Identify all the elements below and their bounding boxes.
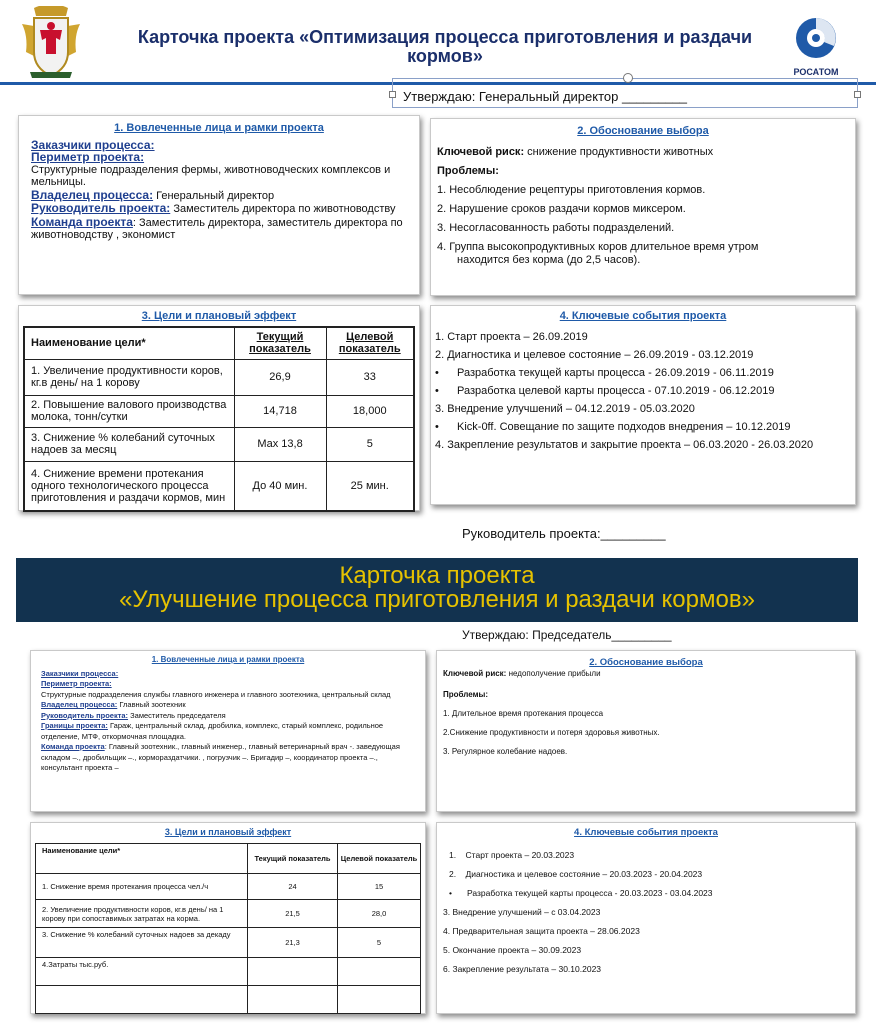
event-item: 1. Старт проекта – 20.03.2023: [449, 850, 575, 860]
perimeter-label: Периметр проекта:: [41, 679, 112, 688]
goal-cell: 2. Увеличение продуктивности коров, кг.в день/ на 1 корову при сопоставимых затратах на корма.: [36, 900, 248, 928]
current-cell: [248, 958, 338, 986]
goal-cell: [36, 986, 248, 1014]
table-header-goal: Наименование цели*: [24, 327, 234, 359]
target-cell: 28,0: [338, 900, 421, 928]
event-item: 4. Закрепление результатов и закрытие проекта – 06.03.2020 - 26.03.2020: [435, 439, 814, 451]
rosatom-logo-text: РОСАТОМ: [793, 67, 839, 77]
target-cell: 25 мин.: [326, 461, 414, 511]
current-cell: 21,5: [248, 900, 338, 928]
event-item: 3. Внедрение улучшений – с 03.04.2023: [443, 907, 601, 917]
table-header-row: [36, 844, 421, 874]
table-row: [24, 461, 414, 511]
problems-label: Проблемы:: [437, 165, 499, 177]
target-cell: 18,000: [326, 395, 414, 427]
target-cell: 5: [338, 928, 421, 958]
event-item: 1. Старт проекта – 26.09.2019: [435, 331, 588, 343]
panel-title: 2. Обоснование выбора: [577, 125, 709, 137]
event-item: Разработка целевой карты процесса - 07.10.2019 - 06.12.2019: [457, 385, 775, 397]
current-cell: 21,3: [248, 928, 338, 958]
bounds-label: Границы проекта:: [41, 721, 108, 730]
card1-title-line2: кормов»: [407, 46, 483, 66]
leader-label: Руководитель проекта:: [41, 710, 129, 720]
team-label: Команда проекта: [31, 214, 133, 229]
event-item: Kick-0ff. Совещание по защите подходов внедрения – 10.12.2019: [457, 421, 791, 433]
goal-cell: 3. Снижение % колебаний суточных надоев за месяц: [24, 427, 234, 461]
panel-title: 3. Цели и плановый эффект: [141, 310, 297, 322]
goal-cell: 4.Затраты тыс.руб.: [36, 958, 248, 986]
card2-panel-stakeholders: [30, 650, 426, 812]
card1-goals-table: [23, 326, 415, 512]
table-header-target: Целевой показатель: [326, 327, 414, 359]
event-item: 3. Внедрение улучшений – 04.12.2019 - 05.03.2020: [435, 403, 695, 415]
current-cell: 24: [248, 874, 338, 900]
bounds-text: Гараж, центральный склад, дробилка, комплекс, старый комплекс, родильное отделение, МТФ, откормочная площадка.: [41, 721, 384, 741]
risk-text: снижение продуктивности животных: [524, 146, 714, 158]
table-row: [24, 395, 414, 427]
resize-handle-icon[interactable]: [854, 91, 861, 98]
event-item: Разработка текущей карты процесса - 20.03.2023 - 03.04.2023: [467, 888, 713, 898]
card2-title-banner: [16, 558, 858, 622]
target-cell: [338, 986, 421, 1014]
panel-title: 2. Обоснование выбора: [589, 657, 703, 668]
problem-item: 1. Длительное время протекания процесса: [443, 709, 604, 718]
table-row: [24, 359, 414, 395]
panel-title: 4. Ключевые события проекта: [559, 310, 727, 322]
table-header-row: [24, 327, 414, 359]
card2-panel-rationale: [436, 650, 856, 812]
card1-leader-sign: Руководитель проекта:_________: [462, 526, 666, 541]
card2-title-line1: Карточка проекта: [339, 562, 535, 589]
current-cell: 14,718: [234, 395, 326, 427]
panel-title: 4. Ключевые события проекта: [574, 827, 718, 838]
problem-item: 2. Нарушение сроков раздачи кормов миксером.: [437, 203, 686, 215]
panel-title: 1. Вовлеченные лица и рамки проекта: [114, 122, 324, 134]
current-cell: 26,9: [234, 359, 326, 395]
event-item: 4. Предварительная защита проекта – 28.06.2023: [443, 926, 640, 936]
resize-handle-icon[interactable]: [623, 73, 633, 83]
perimeter-text: Структурные подразделения службы главного инженера и главного зоотехника, центральный склад: [41, 689, 391, 699]
risk-label: Ключевой риск:: [437, 146, 525, 158]
card1-panel-events: [430, 305, 856, 505]
table-row: [36, 874, 421, 900]
panel-title: 3. Цели и плановый эффект: [164, 827, 292, 837]
target-cell: 33: [326, 359, 414, 395]
table-row: [36, 986, 421, 1014]
target-cell: [338, 958, 421, 986]
risk-label: Ключевой риск:: [443, 669, 507, 678]
event-item: 2. Диагностика и целевое состояние – 20.03.2023 - 20.04.2023: [449, 869, 703, 879]
perimeter-label: Периметр проекта:: [31, 150, 145, 164]
card1-title-line1: Карточка проекта «Оптимизация процесса приготовления и раздачи: [137, 27, 753, 47]
card2-panel-goals: [30, 822, 426, 1014]
problem-item: 2.Снижение продуктивности и потеря здоровья животных.: [443, 728, 660, 737]
region-coat-of-arms: [20, 6, 82, 82]
owner-text: Генеральный директор: [153, 189, 275, 202]
problem-item: 3. Несогласованность работы подразделений.: [437, 222, 675, 234]
table-row: [36, 928, 421, 958]
target-cell: 5: [326, 427, 414, 461]
event-item: 6. Закрепление результата – 30.10.2023: [443, 964, 602, 974]
table-row: [36, 958, 421, 986]
event-item: Разработка текущей карты процесса - 26.09.2019 - 06.11.2019: [457, 367, 774, 379]
leader-text: Заместитель председателя: [128, 710, 226, 720]
card1-panel-stakeholders: [18, 115, 420, 295]
bullet-icon: •: [435, 367, 439, 379]
table-header-current: Текущий показатель: [248, 844, 338, 874]
card1-approve-text: Утверждаю: Генеральный директор _________: [403, 89, 688, 104]
rosatom-logo: [786, 16, 846, 82]
card1-panel-goals: [18, 305, 420, 511]
problem-item: 4. Группа высокопродуктивных коров длительное время утром находится без корма (до 2,5 часов).: [437, 241, 759, 266]
goal-cell: 3. Снижение % колебаний суточных надоев за декаду: [36, 928, 248, 958]
goal-cell: 1. Увеличение продуктивности коров, кг.в день/ на 1 корову: [24, 359, 234, 395]
problems-label: Проблемы:: [443, 690, 488, 699]
bullet-icon: •: [435, 385, 439, 397]
leader-text: Заместитель директора по животноводству: [170, 203, 396, 215]
leader-label: Руководитель проекта:: [31, 201, 171, 215]
card2-goals-table: [35, 843, 421, 1014]
table-header-current: Текущий показатель: [234, 327, 326, 359]
table-row: [24, 427, 414, 461]
card1-panel-rationale: [430, 118, 856, 296]
owner-label: Владелец процесса:: [31, 187, 154, 202]
team-label: Команда проекта: [41, 742, 105, 751]
current-cell: [248, 986, 338, 1014]
card2-panel-events: [436, 822, 856, 1014]
card1-approve-box[interactable]: [392, 78, 858, 108]
problem-item: 3. Регулярное колебание надоев.: [443, 747, 568, 756]
customers-label: Заказчики процесса:: [31, 137, 155, 152]
owner-text: Главный зоотехник: [117, 700, 186, 709]
card2-title-line2: «Улучшение процесса приготовления и раздачи кормов»: [119, 586, 755, 613]
event-item: 5. Окончание проекта – 30.09.2023: [443, 945, 582, 955]
target-cell: 15: [338, 874, 421, 900]
card1-title: [100, 28, 790, 66]
table-row: [36, 900, 421, 928]
panel-title: 1. Вовлеченные лица и рамки проекта: [151, 655, 305, 664]
bullet-icon: •: [435, 421, 439, 433]
owner-label: Владелец процесса:: [41, 700, 118, 709]
event-item: 2. Диагностика и целевое состояние – 26.09.2019 - 03.12.2019: [435, 349, 754, 361]
rosatom-emblem-icon: [794, 16, 838, 60]
current-cell: До 40 мин.: [234, 461, 326, 511]
team-text: : Заместитель директора, заместитель директора по животноводству , экономист: [31, 216, 403, 241]
current-cell: Мах 13,8: [234, 427, 326, 461]
customers-label: Заказчики процесса:: [41, 668, 119, 678]
team-text: : Главный зоотехник., главный инженер., главный ветеринарный врач -. заведующая складом –., дробильщик –., кормораздатчики. , погрузчик –. Бригадир –, координатор проекта –., консультант проекта –: [41, 742, 400, 772]
perimeter-text: Структурные подразделения фермы, животноводческих комплексов и мельницы.: [31, 163, 391, 188]
card2-approve-text: Утверждаю: Председатель_________: [462, 628, 672, 642]
risk-text: недополучение прибыли: [506, 669, 601, 678]
resize-handle-icon[interactable]: [389, 91, 396, 98]
bullet-icon: •: [449, 888, 452, 898]
goal-cell: 4. Снижение времени протекания одного технологического процесса приготовления и раздачи кормов, мин: [24, 461, 234, 511]
table-header-goal: Наименование цели*: [36, 844, 248, 874]
goal-cell: 2. Повышение валового производства молока, тонн/сутки: [24, 395, 234, 427]
problem-item: 1. Несоблюдение рецептуры приготовления кормов.: [437, 184, 706, 196]
goal-cell: 1. Снижение время протекания процесса чел./ч: [36, 874, 248, 900]
table-header-target: Целевой показатель: [338, 844, 421, 874]
